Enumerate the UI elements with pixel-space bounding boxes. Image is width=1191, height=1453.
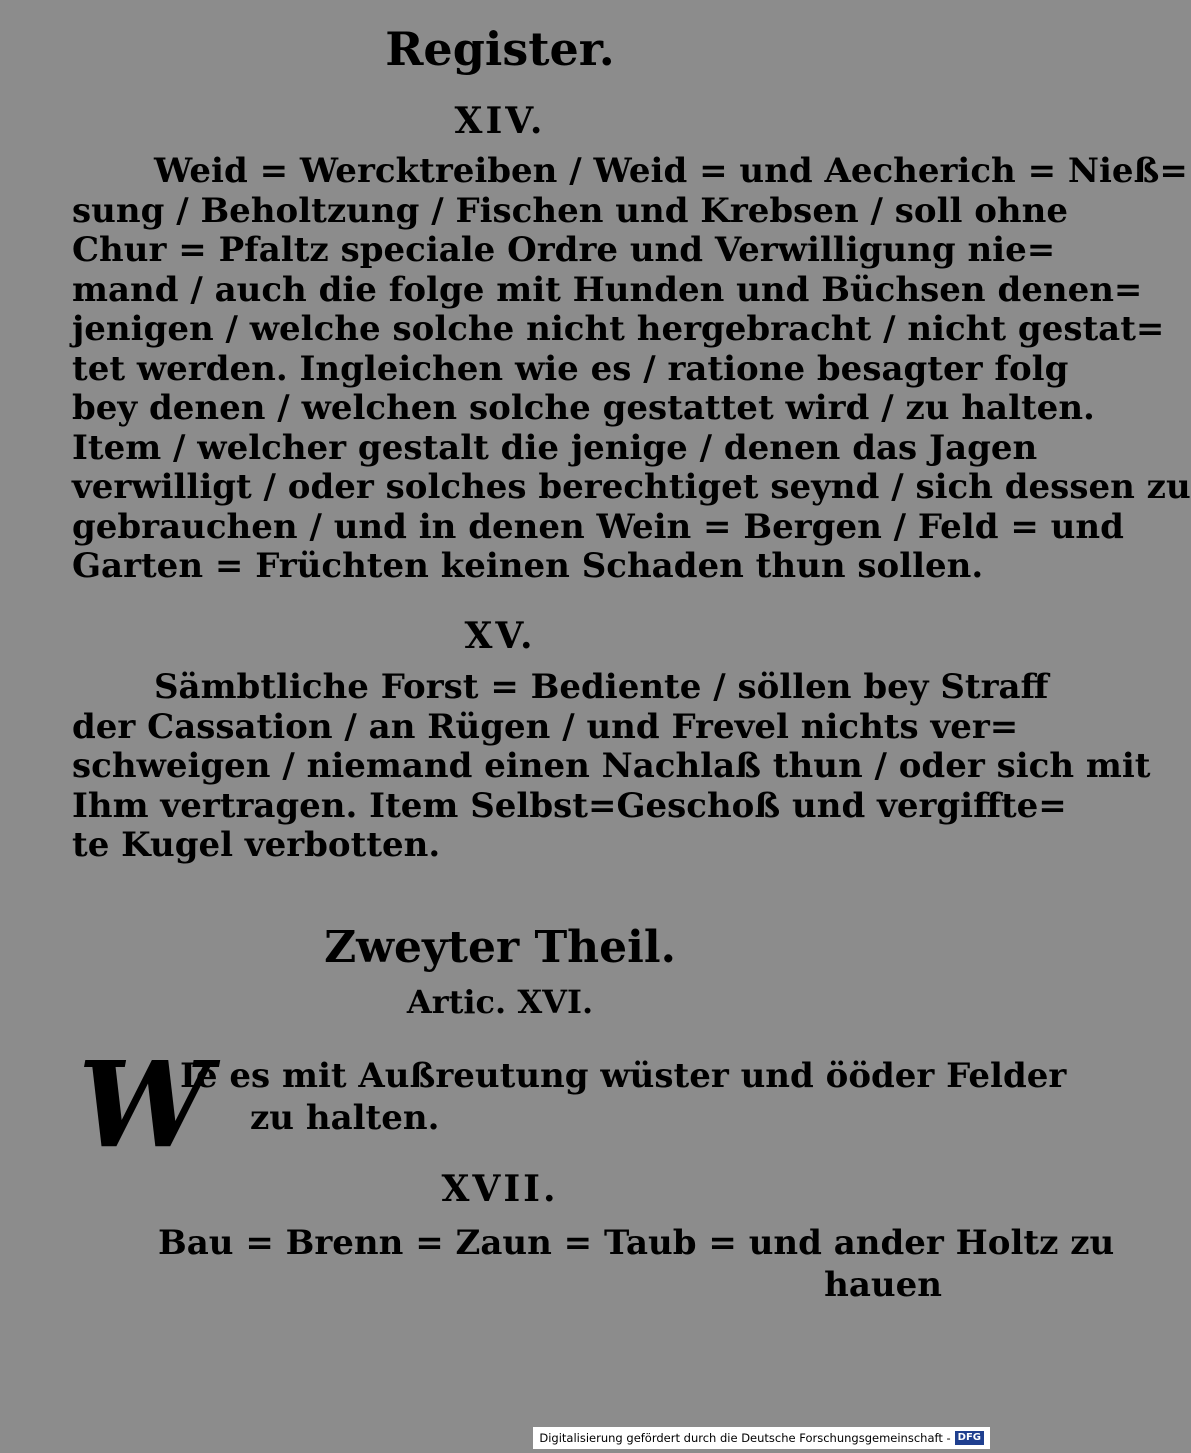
article-xvi-text bbox=[180, 1055, 1067, 1139]
text-line: schweigen / niemand einen Nachlaß thun / oder sich mit bbox=[72, 746, 1151, 786]
section-number-xvii: XVII. bbox=[441, 1168, 559, 1210]
text-line: mand / auch die folge mit Hunden und Büchsen denen= bbox=[72, 269, 1143, 310]
text-line: gebrauchen / und in denen Wein = Bergen / Feld = und bbox=[72, 506, 1124, 547]
drop-cap-initial: W bbox=[78, 1035, 211, 1174]
running-head: Register. bbox=[385, 22, 615, 76]
section-xv-text bbox=[72, 667, 1151, 866]
text-line: te Kugel verbotten. bbox=[72, 825, 441, 865]
text-line: Ihm vertragen. Item Selbst=Geschoß und vergiffte= bbox=[72, 785, 1067, 826]
text-line: verwilligt / oder solches berechtiget seynd / sich dessen zu bbox=[72, 467, 1191, 507]
text-line: Garten = Früchten keinen Schaden thun sollen. bbox=[72, 546, 984, 586]
part-title: Zweyter Theil. bbox=[324, 922, 676, 973]
text-line: Weid = Wercktreiben / Weid = und Aecherich = Nieß= bbox=[154, 151, 1188, 191]
text-line: jenigen / welche solche nicht hergebracht / nicht gestat= bbox=[72, 309, 1165, 349]
text-line: Ie es mit Außreutung wüster und ööder Felder bbox=[180, 1056, 1067, 1096]
text-line: sung / Beholtzung / Fischen und Krebsen / soll ohne bbox=[72, 190, 1068, 231]
section-xiv-text bbox=[72, 151, 1191, 587]
dfg-logo-icon: DFG bbox=[955, 1431, 984, 1445]
footer-text: Digitalisierung gefördert durch die Deutsche Forschungsgemeinschaft - bbox=[539, 1431, 951, 1445]
text-line: Chur = Pfaltz speciale Ordre und Verwilligung nie= bbox=[72, 230, 1056, 270]
digitization-footer bbox=[533, 1427, 990, 1449]
section-number-xiv: XIV. bbox=[454, 100, 546, 142]
text-line: Sämbtliche Forst = Bediente / söllen bey Straff bbox=[154, 667, 1049, 707]
text-line: Item / welcher gestalt die jenige / denen das Jagen bbox=[72, 427, 1038, 468]
text-line: Bau = Brenn = Zaun = Taub = und ander Holtz zu bbox=[158, 1223, 1115, 1263]
article-label: Artic. XVI. bbox=[406, 983, 594, 1021]
text-line: bey denen / welchen solche gestattet wird / zu halten. bbox=[72, 388, 1095, 428]
text-line: tet werden. Ingleichen wie es / ratione besagter folg bbox=[72, 348, 1069, 389]
section-number-xv: XV. bbox=[464, 615, 536, 657]
section-xvii-text bbox=[158, 1222, 1115, 1306]
text-line: der Cassation / an Rügen / und Frevel nichts ver= bbox=[72, 706, 1019, 747]
text-line: zu halten. bbox=[250, 1098, 440, 1138]
catchword: hauen bbox=[824, 1265, 942, 1305]
